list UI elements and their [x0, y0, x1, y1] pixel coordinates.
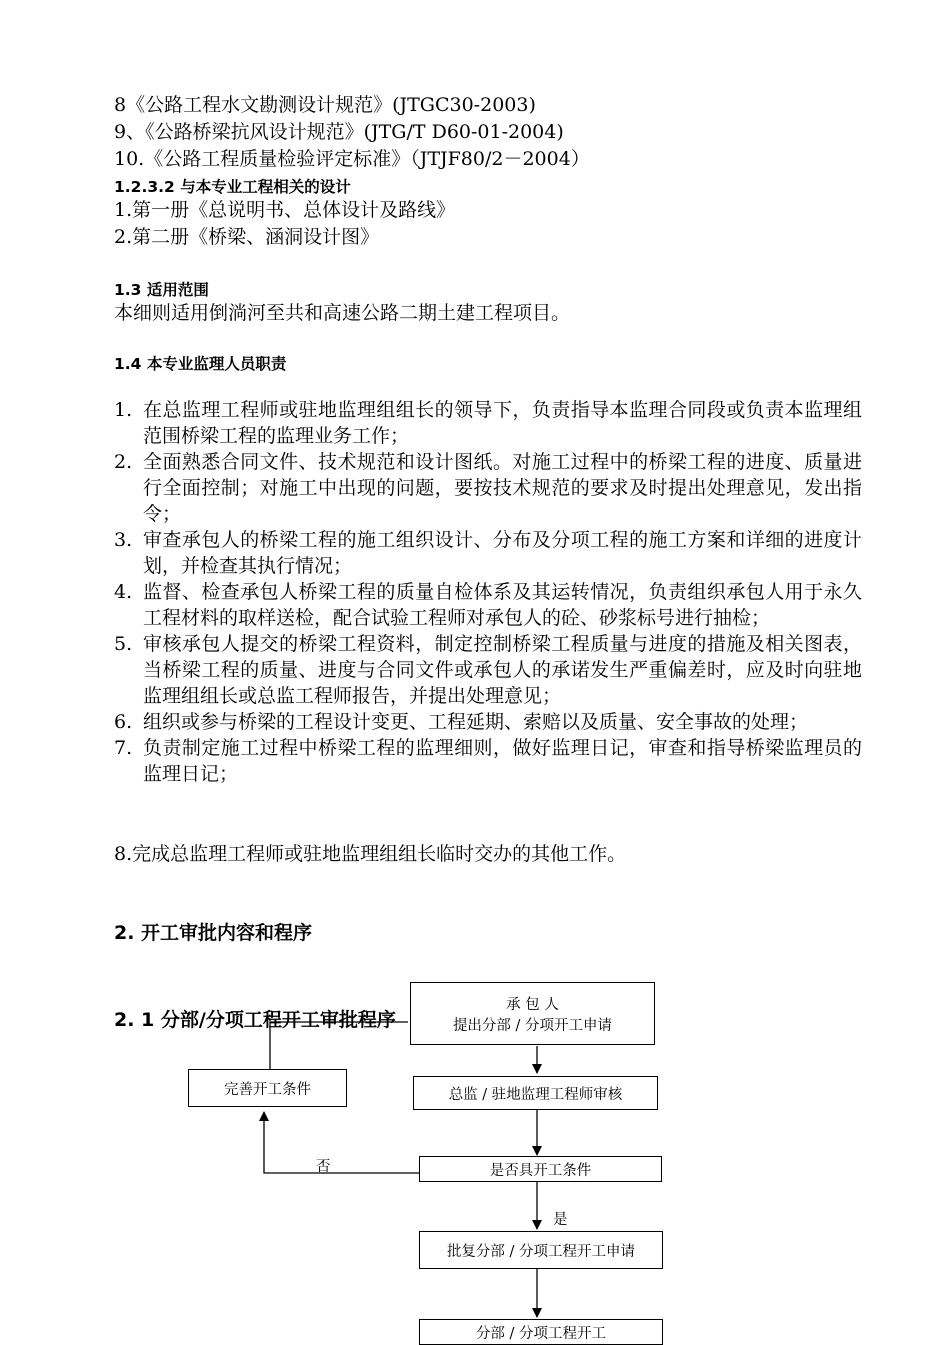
no-label: 否 [316, 1159, 331, 1175]
arrow-improve-contractor [270, 1022, 408, 1070]
contractor-box [410, 982, 655, 1045]
duty-number: 6. [114, 711, 133, 733]
improve-conditions-box: 完善开工条件 [188, 1069, 347, 1107]
duty-number: 7. [114, 737, 133, 759]
section-heading-1232: 1.2.3.2 与本专业工程相关的设计 [114, 178, 351, 196]
duty-text: 组织或参与桥梁的工程设计变更、工程延期、索赔以及质量、安全事故的处理； [143, 711, 809, 733]
duty-number: 4. [114, 581, 133, 603]
arrow-decision-improve [264, 1112, 421, 1173]
contractor-action: 提出分部 / 分项开工申请 [452, 1017, 613, 1034]
duty-number: 3. [114, 529, 133, 551]
decision-box: 是否具开工条件 [419, 1156, 662, 1182]
section-heading-21: 2. 1 分部/分项工程开工审批程序 [114, 1009, 396, 1031]
section-heading-2: 2. 开工审批内容和程序 [114, 922, 313, 944]
section-heading-14: 1.4 本专业监理人员职责 [114, 355, 287, 373]
section-heading-13: 1.3 适用范围 [114, 281, 209, 299]
review-box: 总监 / 驻地监理工程师审核 [413, 1076, 658, 1110]
start-box: 分部 / 分项工程开工 [419, 1319, 663, 1345]
duty-text: 负责制定施工过程中桥梁工程的监理细则，做好监理日记，审查和指导桥梁监理员的监理日记； [143, 737, 862, 785]
standard-item-9: 9、《公路桥梁抗风设计规范》(JTG/T D60-01-2004) [114, 121, 564, 143]
duty-item-8: 8.完成总监理工程师或驻地监理组组长临时交办的其他工作。 [114, 843, 627, 865]
contractor-title: 承 包 人 [506, 996, 559, 1013]
duty-text: 在总监理工程师或驻地监理组组长的领导下，负责指导本监理合同段或负责本监理组范围桥梁工程的监理业务工作； [143, 399, 862, 447]
design-item-1: 1.第一册《总说明书、总体设计及路线》 [114, 199, 456, 221]
duty-number: 5. [114, 633, 133, 655]
duty-text: 全面熟悉合同文件、技术规范和设计图纸。对施工过程中的桥梁工程的进度、质量进行全面控制；对施工中出现的问题，要按技术规范的要求及时提出处理意见，发出指令； [143, 451, 862, 525]
duty-number: 1. [114, 399, 133, 421]
duty-text: 审核承包人提交的桥梁工程资料，制定控制桥梁工程质量与进度的措施及相关图表，当桥梁工程的质量、进度与合同文件或承包人的承诺发生严重偏差时，应及时向驻地监理组组长或总监工程师报告，并提出处理意见； [143, 633, 862, 707]
approve-box: 批复分部 / 分项工程开工申请 [419, 1231, 663, 1269]
standard-item-10: 10.《公路工程质量检验评定标准》（JTJF80/2－2004） [114, 148, 590, 170]
scope-text: 本细则适用倒淌河至共和高速公路二期土建工程项目。 [114, 302, 571, 324]
yes-label: 是 [553, 1212, 568, 1228]
design-item-2: 2.第二册《桥梁、涵洞设计图》 [114, 226, 380, 248]
standard-item-8: 8《公路工程水文勘测设计规范》(JTGC30-2003) [114, 94, 536, 116]
duty-text: 审查承包人的桥梁工程的施工组织设计、分布及分项工程的施工方案和详细的进度计划，并检查其执行情况； [143, 529, 862, 577]
duty-number: 2. [114, 451, 133, 473]
duty-text: 监督、检查承包人桥梁工程的质量自检体系及其运转情况，负责组织承包人用于永久工程材料的取样送检，配合试验工程师对承包人的砼、砂浆标号进行抽检； [143, 581, 862, 629]
